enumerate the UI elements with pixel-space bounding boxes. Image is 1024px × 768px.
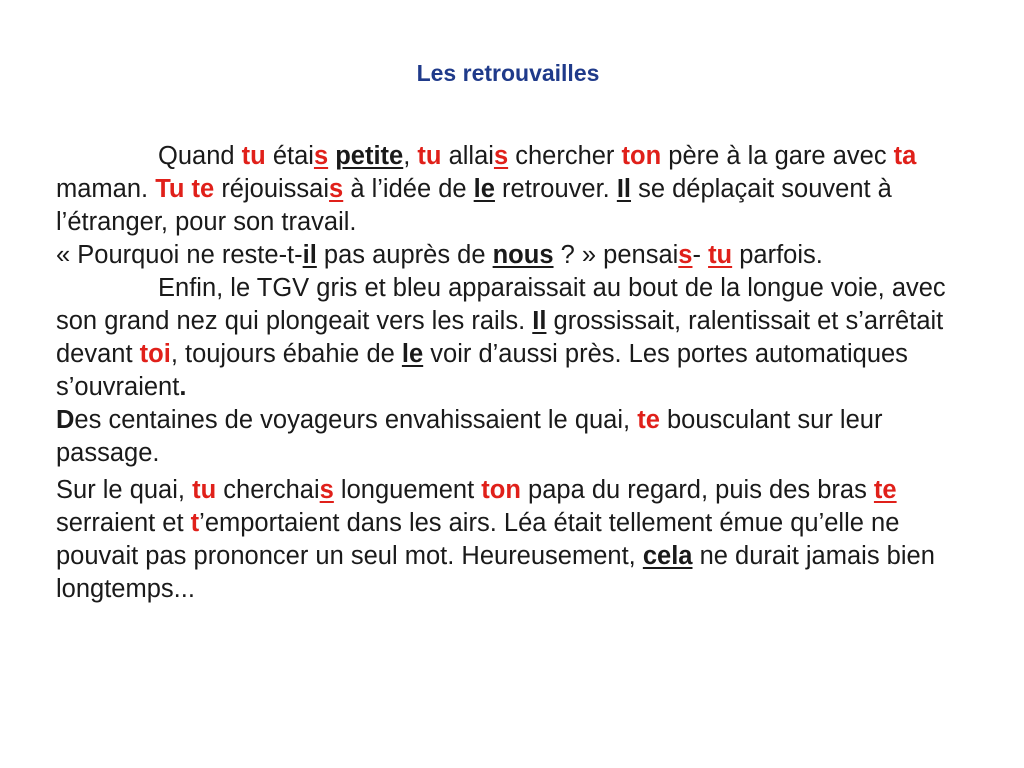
paragraph-2 [56, 272, 971, 470]
text-run: , toujours ébahie de [170, 340, 402, 368]
highlighted-word: t [190, 509, 200, 537]
text-run: voir d’aussi près. Les portes automatiques s’ouvraient [56, 340, 908, 401]
highlighted-word: tu [241, 142, 266, 170]
text-run: père à la gare avec [661, 142, 894, 170]
story-text [56, 140, 971, 606]
text-run: bousculant sur leur passage. [56, 406, 883, 467]
paragraph-1 [56, 140, 971, 272]
text-run: es centaines de voyageurs envahissaient le quai, [74, 406, 638, 434]
text-run: grossissait, ralentissait et s’arrêtait devant [56, 307, 944, 368]
text-run: à l’idée de [343, 175, 474, 203]
text-run: « Pourquoi ne reste-t- [56, 241, 303, 269]
bold-text: . [179, 373, 187, 401]
text-run: étai [265, 142, 314, 170]
underlined-word: le [401, 340, 424, 368]
highlighted-underlined-word: s [493, 142, 509, 170]
text-run: - [692, 241, 709, 269]
slide-title: Les retrouvailles [416, 60, 600, 86]
underlined-word: le [473, 175, 495, 203]
highlighted-word: ta [893, 142, 917, 170]
highlighted-word: tu [417, 142, 442, 170]
underlined-word: il [302, 241, 317, 269]
text-run: Quand [158, 142, 242, 170]
underlined-word: petite [335, 142, 404, 170]
text-run: ? » pensai [553, 241, 679, 269]
underlined-word: cela [642, 542, 693, 570]
highlighted-word: Tu te [155, 175, 215, 203]
highlighted-underlined-word: s [329, 175, 344, 203]
highlighted-underlined-word: s [313, 142, 329, 170]
text-run: serraient et [56, 509, 191, 537]
text-run: cherchai [216, 476, 320, 504]
text-run: ’emportaient dans les airs. Léa était tellement émue qu’elle ne pouvait pas prononcer un seul mot. Heureusement, [56, 509, 900, 570]
text-run: maman. [56, 175, 156, 203]
highlighted-underlined-word: s [678, 241, 693, 269]
underlined-word: Il [532, 307, 547, 335]
text-run: Enfin, le TGV gris et bleu apparaissait au bout de la longue voie, avec son grand nez qui plongeait vers les rails. [56, 274, 946, 335]
underlined-word: nous [492, 241, 554, 269]
paragraph-3 [56, 474, 971, 606]
highlighted-underlined-word: tu [708, 241, 733, 269]
highlighted-word: tu [192, 476, 217, 504]
highlighted-underlined-word: s [319, 476, 334, 504]
bold-text: D [56, 406, 75, 434]
text-run: retrouver. [494, 175, 617, 203]
text-run: allai [441, 142, 494, 170]
highlighted-word: toi [139, 340, 171, 368]
text-run: se déplaçait souvent à l’étranger, pour son travail. [56, 175, 892, 236]
highlighted-word: ton [621, 142, 662, 170]
underlined-word: Il [616, 175, 632, 203]
text-run: , [403, 142, 418, 170]
highlighted-underlined-word: te [873, 476, 897, 504]
text-run: papa du regard, puis des bras [520, 476, 874, 504]
text-run: Sur le quai, [56, 476, 193, 504]
text-run: réjouissai [214, 175, 330, 203]
text-run: pas auprès de [316, 241, 493, 269]
text-run: parfois. [732, 241, 823, 269]
highlighted-word: ton [481, 476, 521, 504]
text-run: longuement [333, 476, 482, 504]
highlighted-word: te [637, 406, 660, 434]
text-run: chercher [508, 142, 622, 170]
text-run: ne durait jamais bien longtemps... [56, 542, 935, 603]
